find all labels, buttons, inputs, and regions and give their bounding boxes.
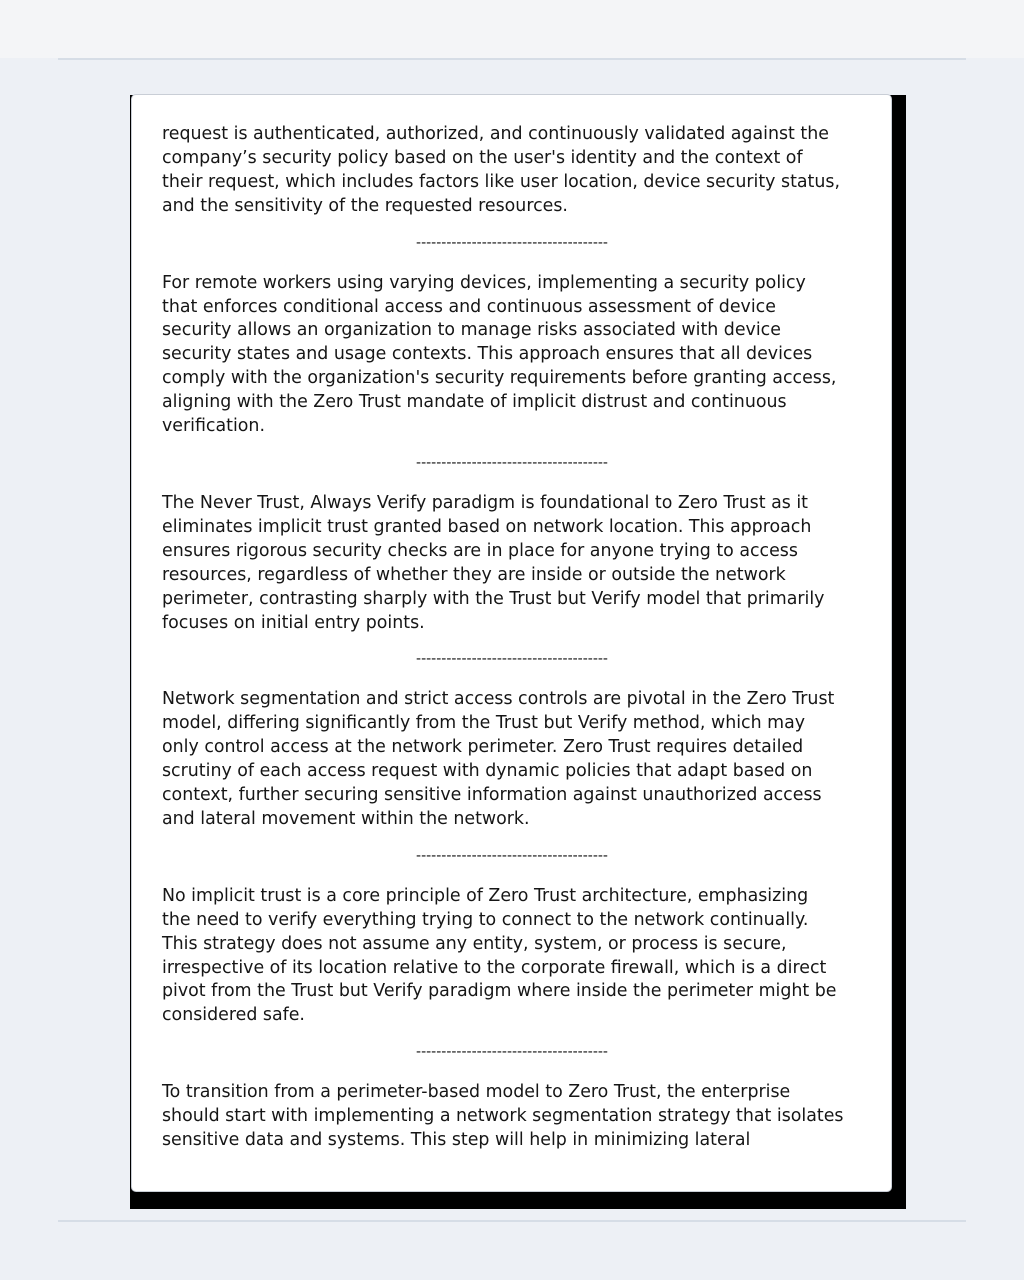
top-bar xyxy=(0,0,1024,58)
section-divider-5: -------------------------------------- xyxy=(416,1044,608,1061)
section-divider-4: -------------------------------------- xyxy=(416,847,608,864)
paragraph-6: To transition from a perimeter-based model to Zero Trust, the enterprise should start with implementing a network segmentation strategy that isolates sensitive data and systems. This step will help in minimizing lateral xyxy=(162,1082,844,1151)
bottom-divider-line xyxy=(58,1220,966,1222)
paragraph-5: No implicit trust is a core principle of Zero Trust architecture, emphasizing the need to verify everything trying to connect to the network continually. This strategy does not assume any entity, system, or process is secure, irrespective of its location relative to the corporate firewall, which is a direct pivot from the Trust but Verify paradigm where inside the perimeter might be considered safe. xyxy=(162,885,837,1026)
section-divider-3: -------------------------------------- xyxy=(416,651,608,668)
section-divider-1: -------------------------------------- xyxy=(416,234,608,251)
top-divider-line xyxy=(58,58,966,60)
paragraph-3: The Never Trust, Always Verify paradigm is foundational to Zero Trust as it eliminates implicit trust granted based on network location. This approach ensures rigorous security checks are in place for anyone trying to access resources, regardless of whether they are inside or outside the network perimeter, contrasting sharply with the Trust but Verify model that primarily focuses on initial entry points. xyxy=(162,492,825,633)
paragraph-4: Network segmentation and strict access controls are pivotal in the Zero Trust model, differing significantly from the Trust but Verify method, which may only control access at the network perimeter. Zero Trust requires detailed scrutiny of each access request with dynamic policies that adapt based on context, further securing sensitive information against unauthorized access and lateral movement within the network. xyxy=(162,689,835,829)
paragraph-2: For remote workers using varying devices, implementing a security policy that enforces conditional access and continuous assessment of device security allows an organization to manage risks associated with device security states and usage contexts. This approach ensures that all devices comply with the organization's security requirements before granting access, aligning with the Zero Trust mandate of implicit distrust and continuous verification. xyxy=(162,272,837,437)
section-divider-2: -------------------------------------- xyxy=(416,454,608,471)
document-content xyxy=(162,123,862,1153)
paragraph-1: request is authenticated, authorized, and continuously validated against the company’s security policy based on the user's identity and the context of their request, which includes factors like user location, device security status, and the sensitivity of the requested resources. xyxy=(162,124,840,216)
document-page xyxy=(131,94,892,1192)
